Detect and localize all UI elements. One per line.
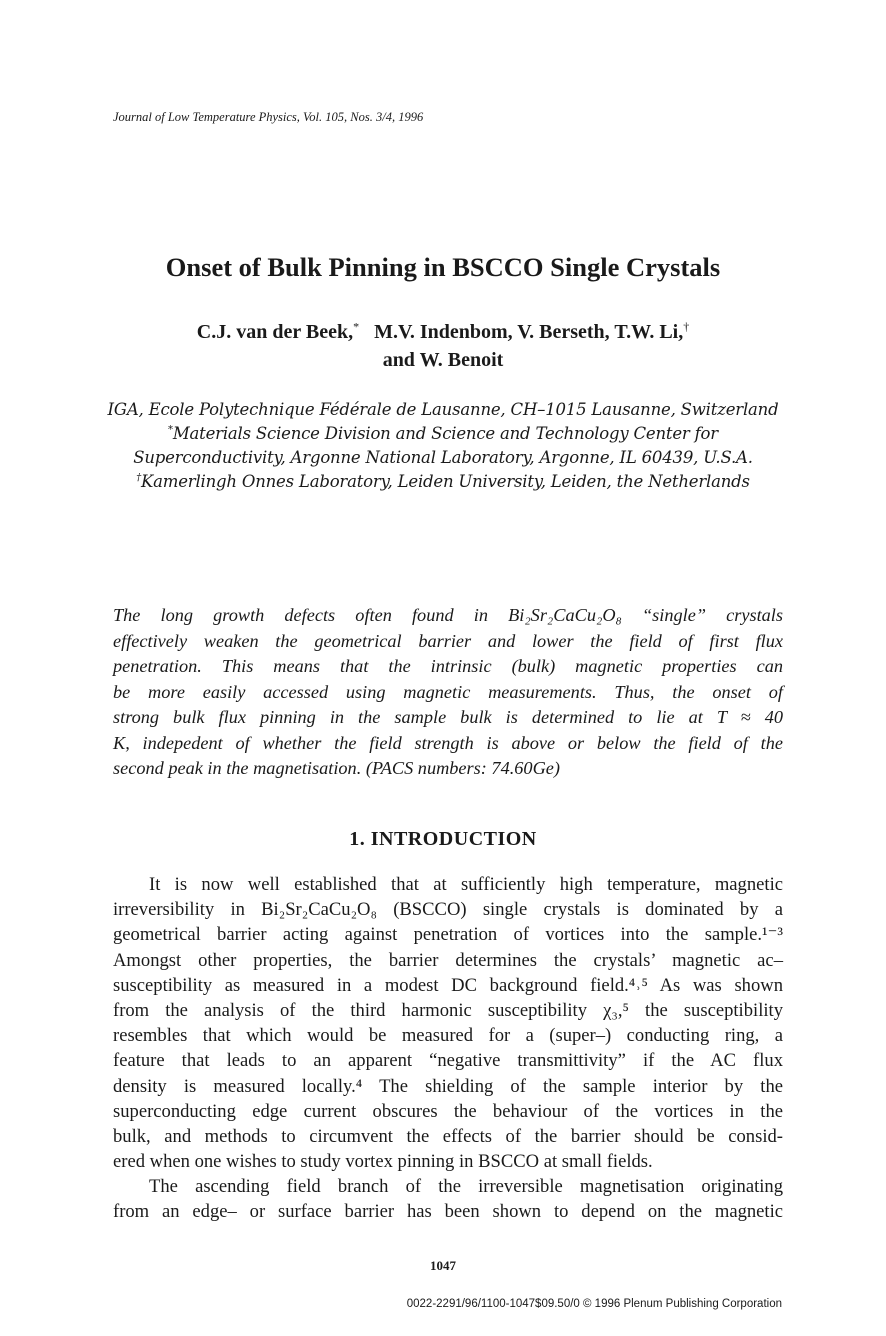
affiliation-mark-dagger: † xyxy=(136,472,141,484)
author-line-2: and W. Benoit xyxy=(382,349,504,371)
body-line: The ascending field branch of the irreversible magnetisation originating xyxy=(149,1176,783,1198)
page-number: 1047 xyxy=(430,1258,456,1273)
body-line: It is now well established that at sufficiently high temperature, magnetic xyxy=(149,874,783,895)
body-line: density is measured locally.⁴ The shielding of the sample interior by the xyxy=(113,1075,783,1097)
abstract xyxy=(113,603,783,782)
affiliation-2-cont: Superconductivity, Argonne National Laboratory, Argonne, IL 60439, U.S.A. xyxy=(133,448,753,467)
abstract-line: second peak in the magnetisation. (PACS numbers: 74.60Ge) xyxy=(113,758,560,778)
abstract-line: strong bulk flux pinning in the sample bulk is determined to lie at T ≈ 40 xyxy=(113,707,783,727)
author-group-2: M.V. Indenbom, V. Berseth, T.W. Li, xyxy=(374,321,684,343)
body-line: from the analysis of the third harmonic susceptibility χ₃,⁵ the susceptibility xyxy=(113,999,783,1021)
abstract-line: effectively weaken the geometrical barrier and lower the field of first flux xyxy=(113,630,783,651)
body-line: irreversibility in Bi₂Sr₂CaCu₂O₈ (BSCCO) single crystals is dominated by a xyxy=(113,899,783,921)
body-line: feature that leads to an apparent “negative transmittivity” if the AC flux xyxy=(113,1050,783,1072)
body-line: susceptibility as measured in a modest DC background field.⁴˒⁵ As was shown xyxy=(113,974,783,996)
author-mark-star: * xyxy=(353,319,360,334)
abstract-line: K, indepedent of whether the field strength is above or below the field of the xyxy=(113,732,783,753)
body-line: ered when one wishes to study vortex pinning in BSCCO at small fields. xyxy=(113,1151,653,1173)
journal-header: Journal of Low Temperature Physics, Vol. 105, Nos. 3/4, 1996 xyxy=(113,110,424,124)
body-line: geometrical barrier acting against penetration of vortices into the sample.¹⁻³ xyxy=(113,924,783,946)
author-list xyxy=(0,318,886,374)
abstract-line: be more easily accessed using magnetic measurements. Thus, the onset of xyxy=(113,681,783,702)
author-mark-dagger: † xyxy=(683,319,690,334)
section-heading: 1. INTRODUCTION xyxy=(349,828,537,850)
body-line: bulk, and methods to circumvent the effects of the barrier should be consid- xyxy=(113,1125,783,1147)
paper-title: Onset of Bulk Pinning in BSCCO Single Crystals xyxy=(165,252,721,282)
body-line: resembles that which would be measured for a (super–) conducting ring, a xyxy=(113,1025,783,1047)
author-group-1: C.J. van der Beek, xyxy=(196,321,354,343)
body-line: Amongst other properties, the barrier determines the crystals’ magnetic ac– xyxy=(113,949,783,971)
body-line: superconducting edge current obscures the behaviour of the vortices in the xyxy=(113,1100,783,1122)
affiliation-3: †Kamerlingh Onnes Laboratory, Leiden University, Leiden, the Netherlands xyxy=(136,472,750,491)
author-line-1 xyxy=(0,318,886,346)
affiliations xyxy=(0,398,886,494)
abstract-line: The long growth defects often found in Bi₂Sr₂CaCu₂O₈ “single” crystals xyxy=(113,605,783,625)
abstract-line: penetration. This means that the intrinsic (bulk) magnetic properties can xyxy=(113,656,783,676)
introduction-body xyxy=(113,872,783,1225)
copyright-line: 0022-2291/96/1100-1047$09.50/0 © 1996 Plenum Publishing Corporation xyxy=(406,1298,782,1310)
body-line: from an edge– or surface barrier has been shown to depend on the magnetic xyxy=(113,1201,783,1223)
affiliation-2: *Materials Science Division and Science and Technology Center for xyxy=(168,424,718,443)
affiliation-1: IGA, Ecole Polytechnique Fédérale de Lausanne, CH–1015 Lausanne, Switzerland xyxy=(107,400,779,419)
affiliation-mark-star: * xyxy=(168,424,173,436)
